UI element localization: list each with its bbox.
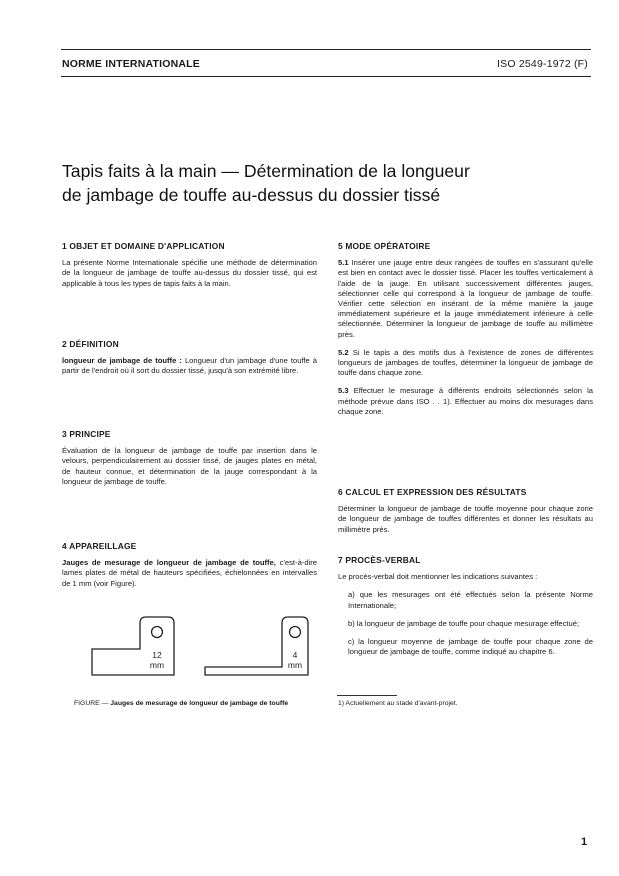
section-6-heading: 6 CALCUL ET EXPRESSION DES RÉSULTATS [338,487,527,497]
section-1 [62,241,317,289]
section-6-text: Déterminer la longueur de jambage de touffe moyenne pour chaque zone de longueur de jambage de touffes différentes et donner les résultats au millimètre près. [338,504,593,534]
header-standard-number: ISO 2549-1972 (F) [497,58,588,70]
section-2 [62,339,317,377]
section-2-heading: 2 DÉFINITION [62,339,119,349]
definition-term: longueur de jambage de touffe : [62,356,182,366]
report-item-c: c) la longueur moyenne de jambage de touffe pour chaque zone de longueur de jambage de touffe, comme indiqué au chapitre 6. [348,637,593,657]
figure-caption-text: Jauges de mesurage de longueur de jambage de touffe [110,700,289,707]
section-1-heading: 1 OBJET ET DOMAINE D'APPLICATION [62,241,225,251]
gauge-4mm-value: 4 [292,650,298,660]
apparatus-term: Jauges de mesurage de longueur de jambage de touffe, [62,558,276,568]
title-line-1: Tapis faits à la main — Détermination de la longueur [62,161,470,181]
gauge-12mm-unit: mm [149,660,165,670]
section-6 [338,487,593,535]
figure-caption-prefix: FIGURE — [74,700,111,707]
apparatus-body: c'est-à-dire lames plates de métal de hauteurs spécifiées, échelonnées en intervalles de 1 mm (voir Figure). [62,558,317,588]
clause-5-1-number: 5.1 [338,258,349,268]
section-4 [62,541,317,589]
title-line-2: de jambage de touffe au-dessus du dossier tissé [62,185,441,205]
header-bottom-rule [61,76,591,77]
gauge-4mm-unit: mm [287,660,303,670]
section-3 [62,429,317,487]
clause-5-1-text: Insérer une jauge entre deux rangées de touffes en s'assurant qu'elle est bien en contact avec le dossier tissé. Placer les touffes verticalement à l'aide de la jauge. En utilisant successivement différentes jauges, sélectionner celle qui correspond à la longueur de jambage de touffe. Vérifier cette sélection en insérant de la même manière la jauge immédiatement supérieure et la jauge immédiatement inférieure à celle sélectionnée. Déterminer la longueur de jambage de touffe au millimètre près. [338,258,593,339]
section-7 [338,555,593,657]
clause-5-2-text: Si le tapis a des motifs dus à l'existence de zones de différentes longueurs de jambages de touffes, déterminer la longueur de jambage de touffe dans chaque zone. [338,347,593,378]
clause-5-1 [338,258,593,340]
page-number: 1 [581,836,588,848]
document-title [62,159,582,207]
report-item-a: a) que les mesurages ont été effectués selon la présente Norme Internationale; [348,590,593,610]
section-5 [338,241,593,417]
section-3-text: Évaluation de la longueur de jambage de touffe par insertion dans le velours, perpendiculairement au dossier tissé, de jauges plates en métal, de hauteur connue, et détermination de la jauge correspondant à la longueur de jambage de touffe. [62,446,317,486]
section-4-heading: 4 APPAREILLAGE [62,541,137,551]
clause-5-3-number: 5.3 [338,386,349,396]
header-top-rule [61,49,591,50]
section-5-heading: 5 MODE OPÉRATOIRE [338,241,431,251]
definition-body: Longueur d'un jambage d'une touffe à partir de l'endroit où il sort du dossier tissé, jusqu'à son extrémité libre. [62,356,317,376]
clause-5-2 [338,348,593,379]
section-7-heading: 7 PROCÈS-VERBAL [338,555,421,565]
footnote: 1) Actuellement au stade d'avant-projet. [338,700,458,707]
section-1-text: La présente Norme Internationale spécifie une méthode de détermination de la longueur de jambage de touffe au-dessus du dossier tissé, qui est applicable à tous les types de tapis faits à la main. [62,258,317,288]
figure-caption [74,700,288,707]
clause-5-3 [338,386,593,417]
section-2-text [62,356,317,376]
footnote-rule [337,695,397,696]
section-4-text [62,558,317,589]
section-3-heading: 3 PRINCIPE [62,429,111,439]
clause-5-3-text: Effectuer le mesurage à différents endroits sélectionnés selon la méthode prévue dans ISO . . 1). Effectuer au moins dix mesurages dans chaque zone. [338,386,593,416]
header-standard-type: NORME INTERNATIONALE [62,58,200,70]
report-item-b: b) la longueur de jambage de touffe pour chaque mesurage effectué; [348,618,580,628]
section-7-intro: Le procès-verbal doit mentionner les indications suivantes : [338,572,538,582]
gauge-figure [90,615,330,690]
gauge-12mm-value: 12 [152,650,162,660]
clause-5-2-number: 5.2 [338,347,349,357]
